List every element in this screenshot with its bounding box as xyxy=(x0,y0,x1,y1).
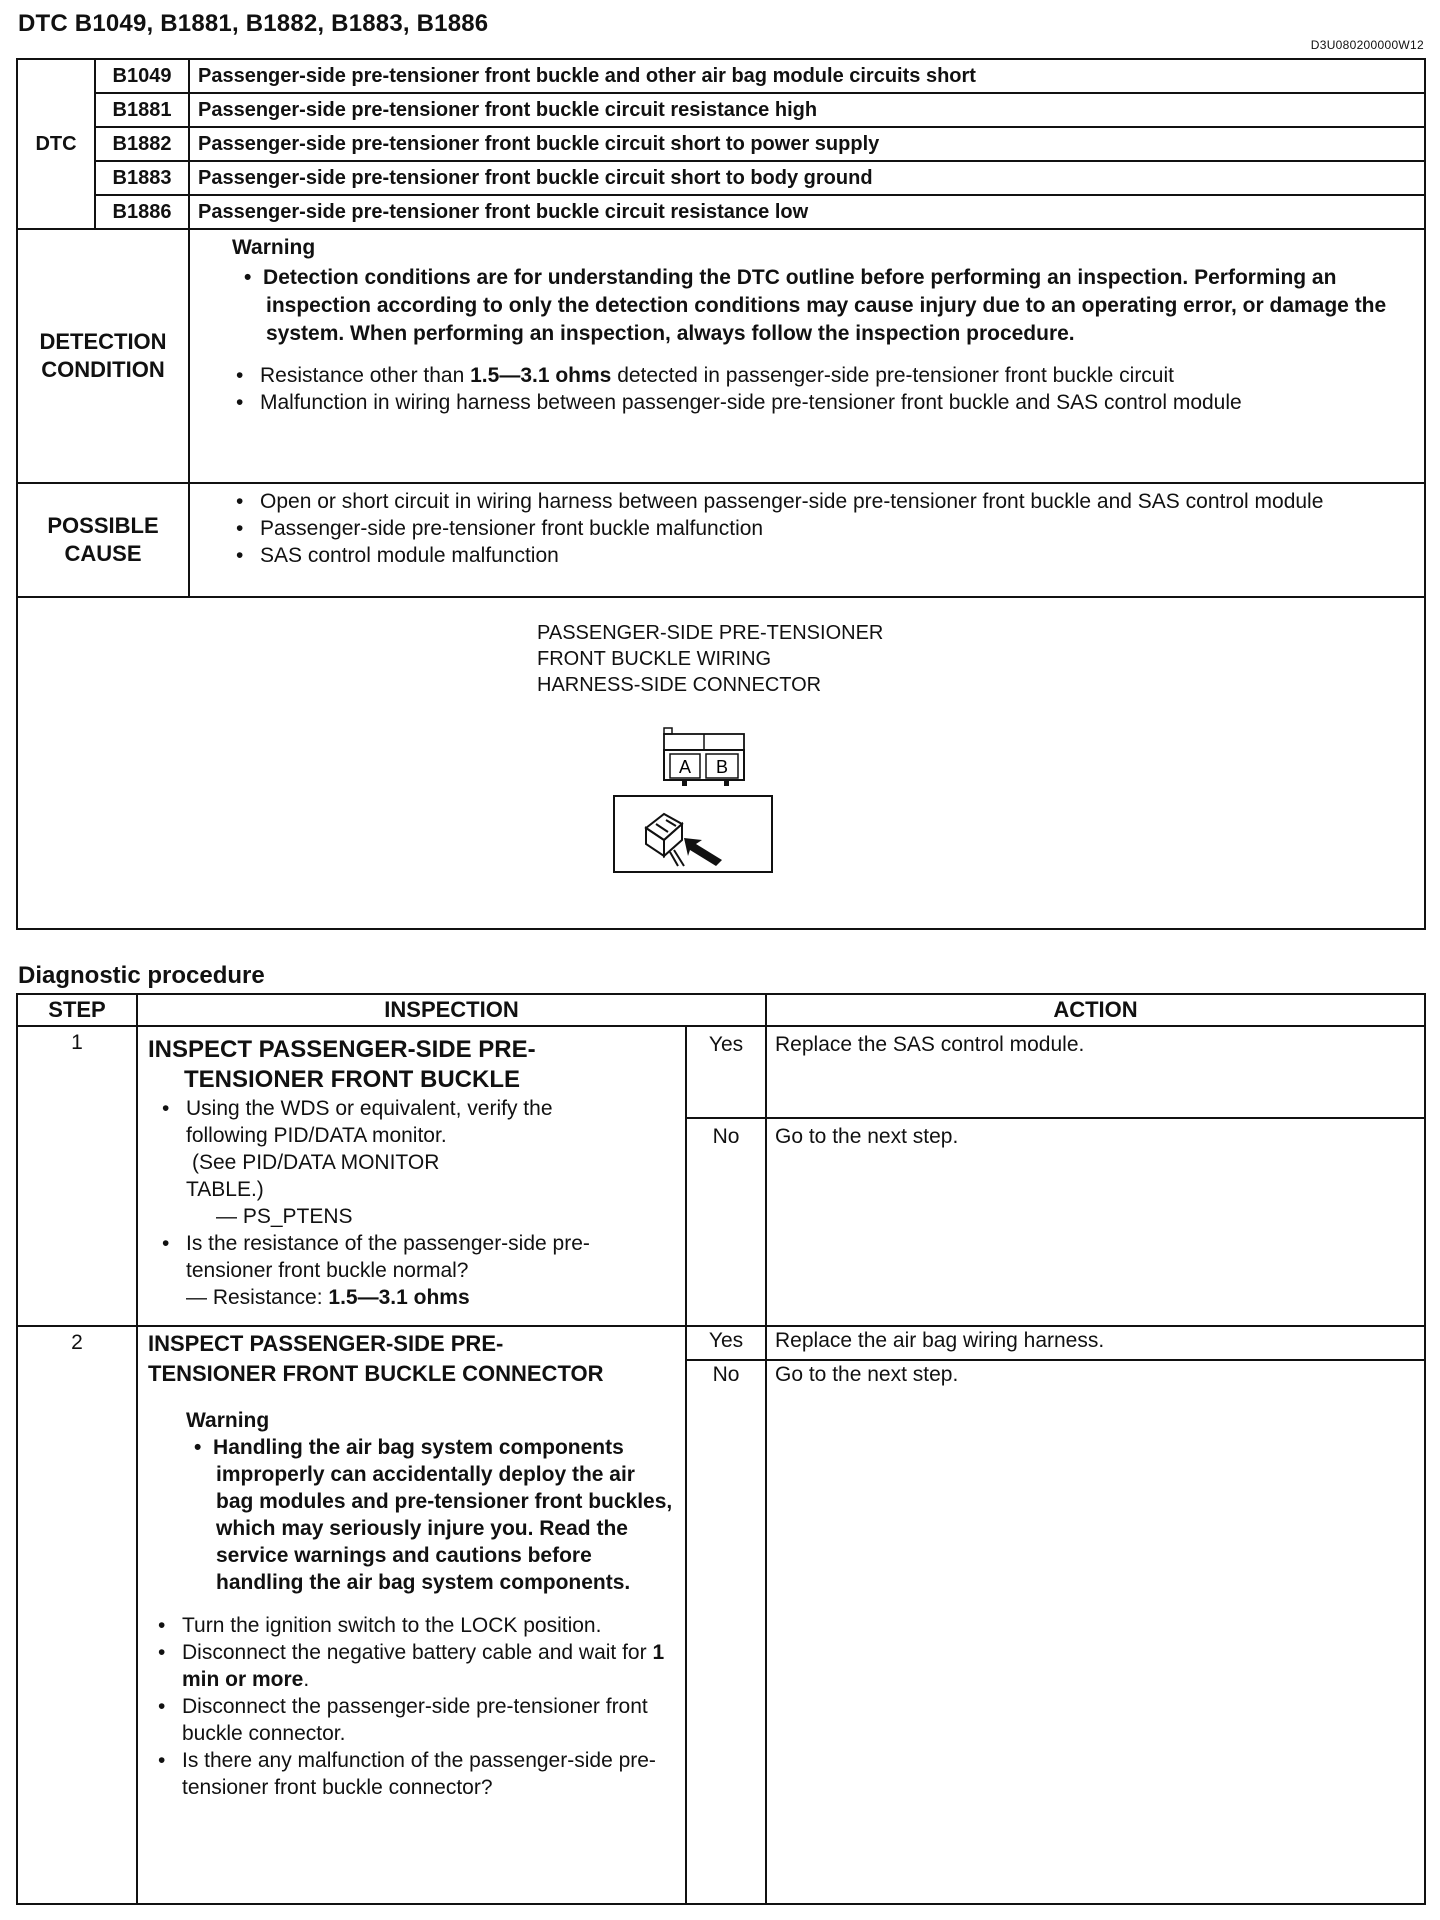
detection-label-line: CONDITION xyxy=(41,357,165,382)
warning-text: • Handling the air bag system components improperly can accidentally deploy the air bag modules and pre-tensioner front buckles, which may seriously injure you. Read the service warnings and cautions before handling the air bag system components. xyxy=(194,1436,673,1594)
dtc-description: Passenger-side pre-tensioner front buckle and other air bag module circuits short xyxy=(189,59,1425,93)
step1-checklist xyxy=(152,1095,675,1311)
detection-label-line: DETECTION xyxy=(39,329,167,354)
dtc-code: B1049 xyxy=(95,59,189,93)
header-step: STEP xyxy=(17,994,137,1026)
dtc-description: Passenger-side pre-tensioner front buckle circuit short to body ground xyxy=(189,161,1425,195)
possible-cause-list xyxy=(236,488,1414,569)
document-code: D3U080200000W12 xyxy=(1310,38,1424,52)
action-text: Replace the SAS control module. xyxy=(766,1026,1425,1118)
dtc-info-table xyxy=(16,58,1426,930)
detection-condition-label xyxy=(17,229,189,483)
dtc-description: Passenger-side pre-tensioner front buckle circuit short to power supply xyxy=(189,127,1425,161)
view-direction-icon xyxy=(612,794,776,876)
procedure-title: Diagnostic procedure xyxy=(18,962,265,989)
detection-condition-content xyxy=(189,229,1425,483)
step2-checklist xyxy=(148,1612,675,1801)
step2-inspection xyxy=(137,1326,686,1904)
figure-caption: PASSENGER-SIDE PRE-TENSIONER FRONT BUCKLE WIRING HARNESS-SIDE CONNECTOR xyxy=(537,622,884,696)
dtc-code: B1886 xyxy=(95,195,189,229)
dtc-code: B1881 xyxy=(95,93,189,127)
cause-label-line: CAUSE xyxy=(64,541,142,566)
diagnostic-procedure-table xyxy=(16,993,1426,1905)
list-item: • Is the resistance of the passenger-side pre- tensioner front buckle normal? — Resistance: 1.5—3.1 ohms xyxy=(186,1230,675,1311)
list-item: • SAS control module malfunction xyxy=(260,542,1414,569)
action-text: Replace the air bag wiring harness. xyxy=(766,1326,1425,1360)
action-text: Go to the next step. xyxy=(766,1118,1425,1326)
possible-cause-label xyxy=(17,483,189,597)
list-item: • Disconnect the negative battery cable and wait for 1 min or more. xyxy=(182,1639,675,1693)
list-item: • Resistance other than 1.5—3.1 ohms detected in passenger-side pre-tensioner front buckle circuit xyxy=(260,362,1414,389)
list-item: • Is there any malfunction of the passenger-side pre-tensioner front buckle connector? xyxy=(182,1747,675,1801)
step-number: 2 xyxy=(17,1326,137,1904)
answer-no: No xyxy=(686,1118,766,1326)
answer-yes: Yes xyxy=(686,1026,766,1118)
header-inspection: INSPECTION xyxy=(137,994,766,1026)
list-item: • Malfunction in wiring harness between passenger-side pre-tensioner front buckle and SAS control module xyxy=(260,389,1414,416)
dtc-description: Passenger-side pre-tensioner front buckle circuit resistance high xyxy=(189,93,1425,127)
warning-title: Warning xyxy=(232,236,316,259)
step1-heading: INSPECT PASSENGER-SIDE PRE- TENSIONER FRONT BUCKLE xyxy=(148,1036,536,1093)
page-title: DTC B1049, B1881, B1882, B1883, B1886 xyxy=(18,10,489,37)
dtc-label: DTC xyxy=(17,59,95,229)
step2-warning xyxy=(186,1407,675,1596)
dtc-description: Passenger-side pre-tensioner front buckle circuit resistance low xyxy=(189,195,1425,229)
cause-label-line: POSSIBLE xyxy=(47,513,159,538)
warning-text: • Detection conditions are for understanding the DTC outline before performing an inspection. Performing an inspection according to only the detection conditions may cause injury due to an operating error, or damage the system. When performing an inspection, always follow the inspection procedure. xyxy=(244,266,1387,345)
dtc-code: B1882 xyxy=(95,127,189,161)
possible-cause-content xyxy=(189,483,1425,597)
connector-diagram xyxy=(638,724,748,794)
answer-yes: Yes xyxy=(686,1326,766,1360)
action-text: Go to the next step. xyxy=(766,1360,1425,1904)
detection-condition-list xyxy=(236,362,1414,416)
list-item: • Disconnect the passenger-side pre-tensioner front buckle connector. xyxy=(182,1693,675,1747)
answer-no: No xyxy=(686,1360,766,1904)
warning-title: Warning xyxy=(186,1409,270,1432)
pin-a-label: A xyxy=(678,757,692,777)
connector-figure xyxy=(17,597,1425,929)
dtc-code: B1883 xyxy=(95,161,189,195)
list-item: • Using the WDS or equivalent, verify the following PID/DATA monitor. (See PID/DATA MONITOR TABLE.) — PS_PTENS xyxy=(186,1095,675,1230)
list-item: • Turn the ignition switch to the LOCK position. xyxy=(182,1612,675,1639)
step1-inspection xyxy=(137,1026,686,1326)
step-number: 1 xyxy=(17,1026,137,1326)
list-item: • Open or short circuit in wiring harness between passenger-side pre-tensioner front buckle and SAS control module xyxy=(260,488,1414,515)
header-action: ACTION xyxy=(766,994,1425,1026)
step2-heading: INSPECT PASSENGER-SIDE PRE- TENSIONER FRONT BUCKLE CONNECTOR xyxy=(148,1331,604,1386)
pin-b-label: B xyxy=(715,757,729,777)
list-item: • Passenger-side pre-tensioner front buckle malfunction xyxy=(260,515,1414,542)
